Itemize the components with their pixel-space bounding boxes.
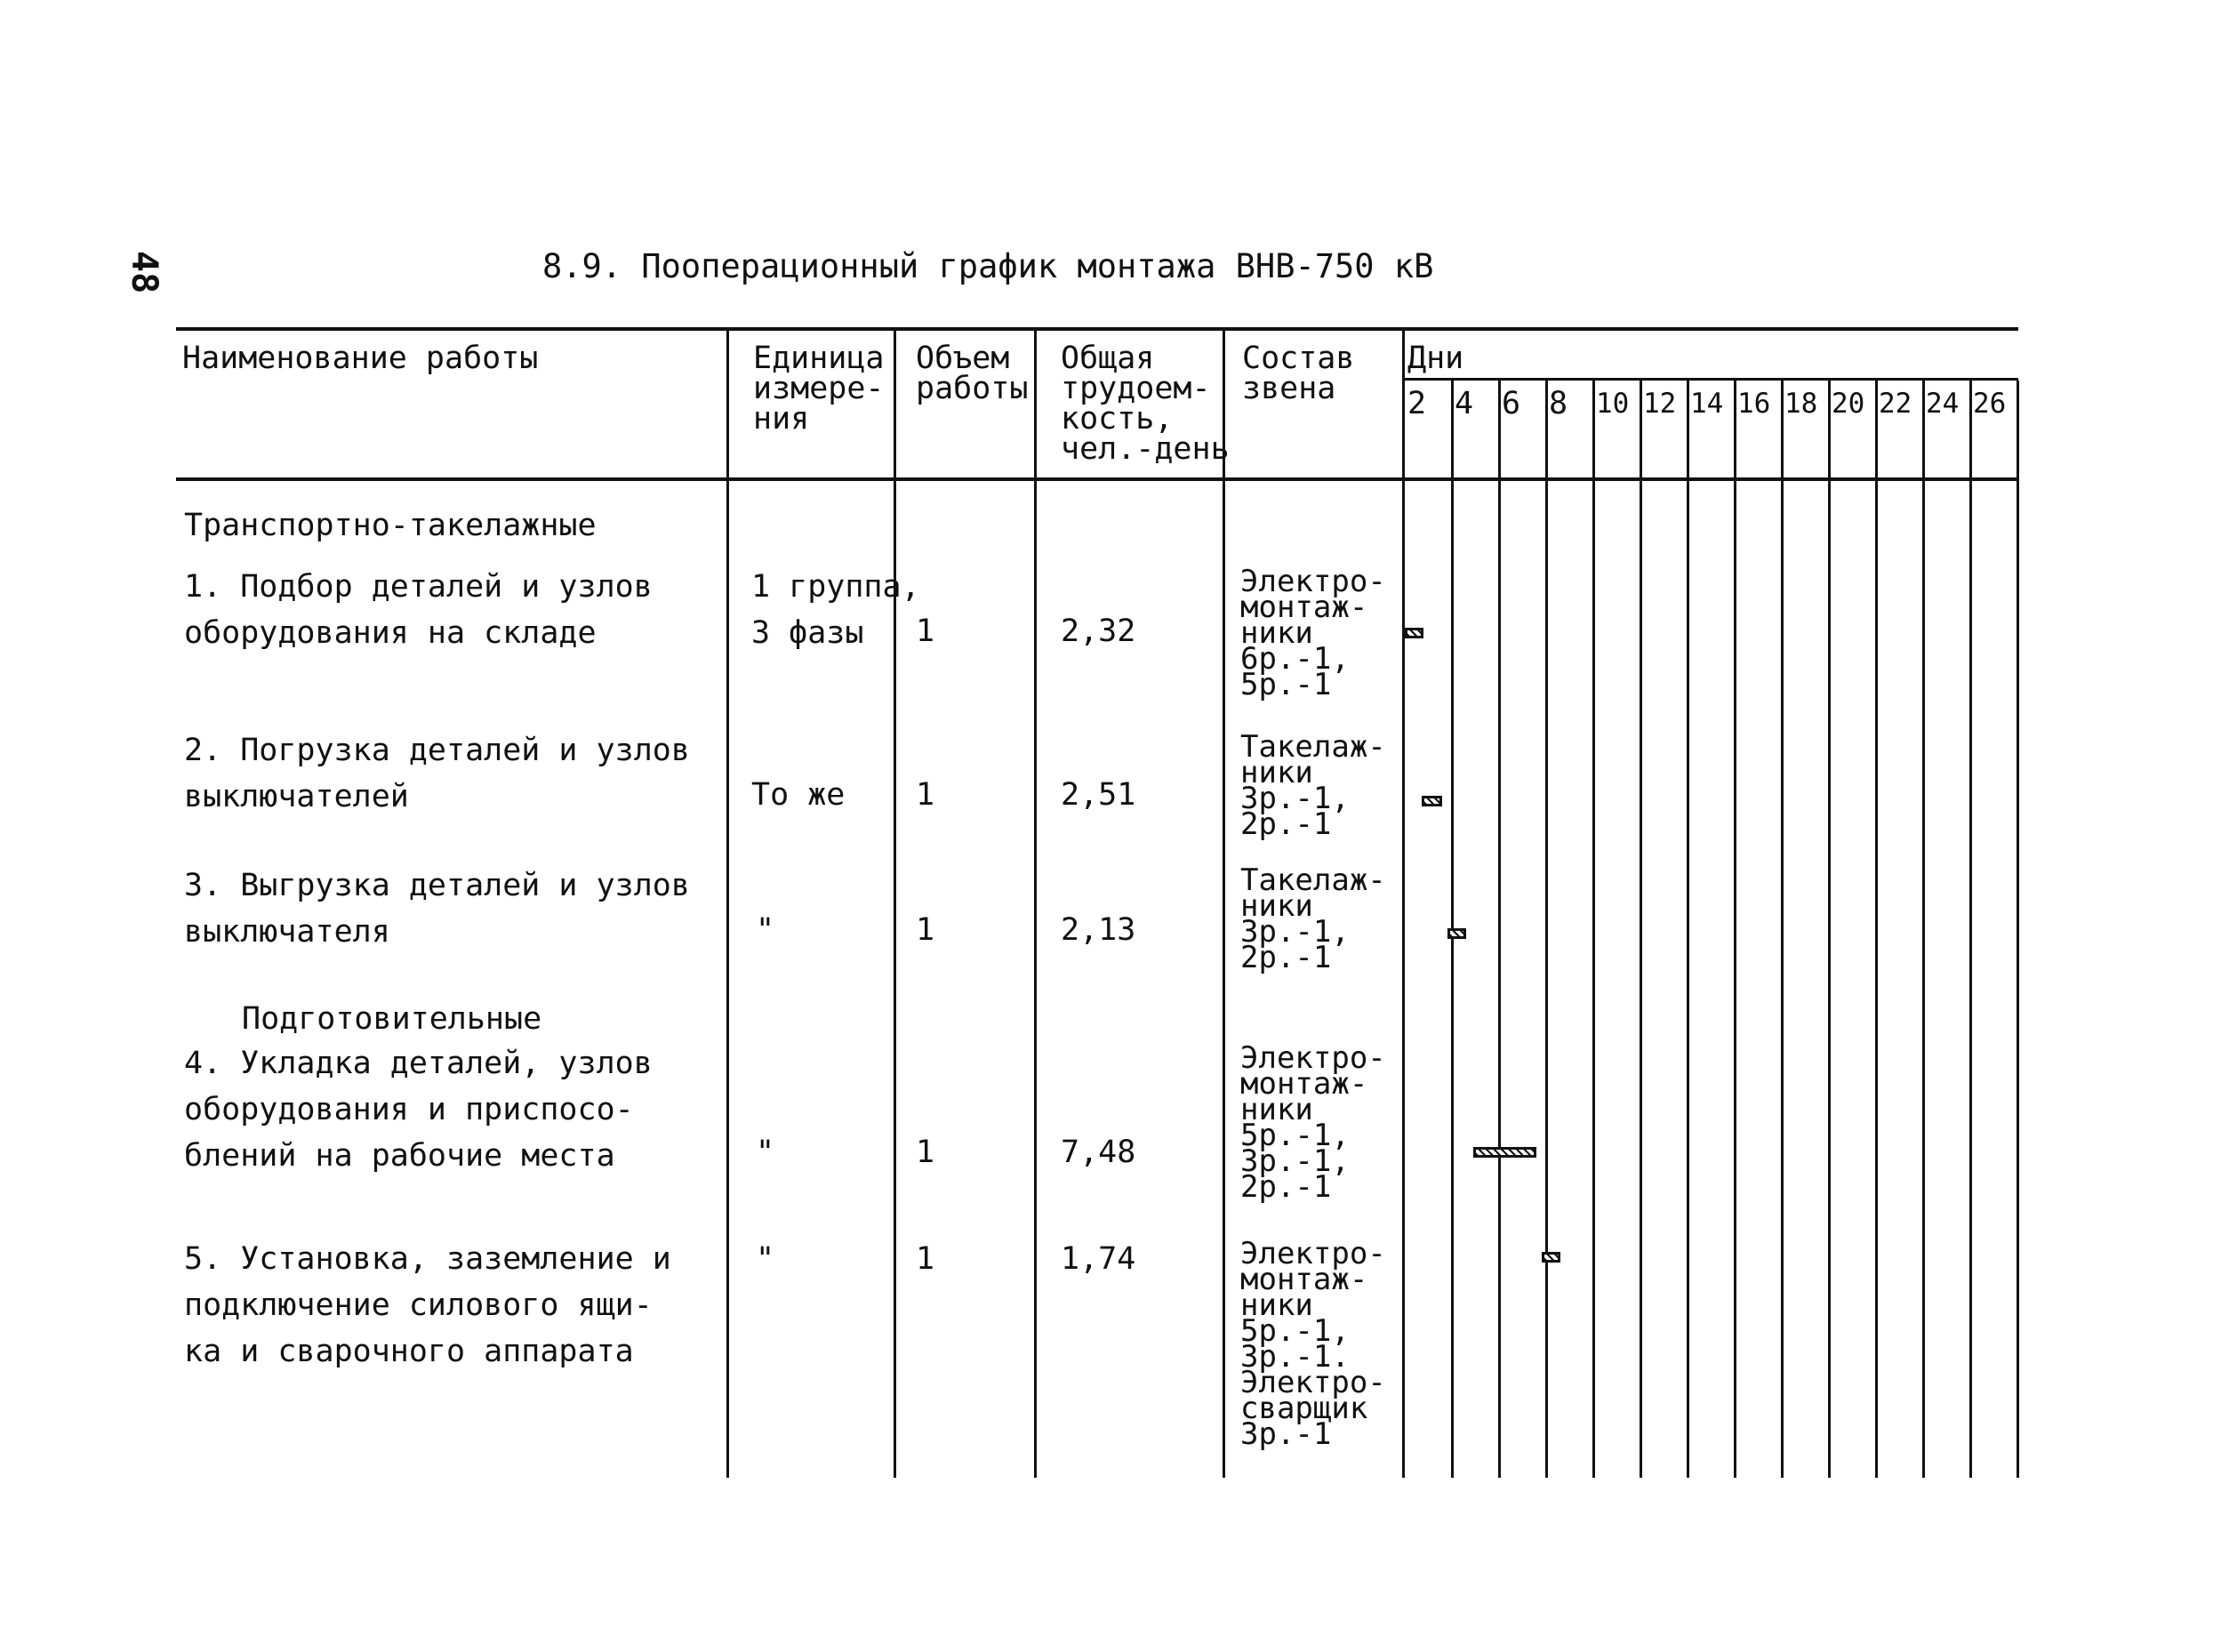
day-grid-line [1687, 381, 1689, 1478]
day-tick-label: 24 [1926, 388, 1960, 420]
day-grid-line [1922, 381, 1925, 1478]
row-5-crew: Электро- монтаж- ники 5р.-1, 3р.-1. Электро- сварщик 3р.-1 [1240, 1236, 1386, 1452]
gantt-bar [1405, 628, 1423, 638]
day-grid-line [2017, 381, 2019, 1478]
header-volume: Объем работы [916, 341, 1029, 406]
day-grid-line [1545, 381, 1548, 1478]
day-grid-line [1734, 381, 1736, 1478]
row-3-name: 3. Выгрузка деталей и узлов выключателя [184, 868, 690, 950]
row-3-labor: 2,13 [1061, 912, 1136, 948]
row-4-volume: 1 [916, 1135, 935, 1170]
day-grid-line [1498, 381, 1501, 1478]
day-grid-line [1781, 381, 1784, 1478]
col-divider-volume [894, 331, 896, 1478]
row-5-volume: 1 [916, 1241, 935, 1277]
row-1-labor: 2,32 [1061, 613, 1136, 649]
day-tick-label: 16 [1737, 388, 1771, 420]
day-tick-label: 26 [1973, 388, 2007, 420]
gantt-bar [1473, 1147, 1537, 1158]
col-divider-crew [1223, 331, 1225, 1478]
row-2-name: 2. Погрузка деталей и узлов выключателей [184, 733, 690, 814]
day-grid-line [1969, 381, 1972, 1478]
gantt-bar [1422, 796, 1443, 806]
day-grid-line [1592, 381, 1595, 1478]
row-1-crew: Электро- монтаж- ники 6р.-1, 5р.-1 [1240, 564, 1386, 702]
row-4-name: 4. Укладка деталей, узлов оборудования и приспосо- блений на рабочие места [184, 1046, 653, 1174]
row-5-labor: 1,74 [1061, 1241, 1136, 1277]
day-tick-label: 22 [1879, 388, 1912, 420]
day-tick-label: 8 [1549, 386, 1568, 421]
section-transport: Транспортно-такелажные [184, 508, 597, 543]
row-5-unit: " [756, 1241, 775, 1277]
gantt-bar [1542, 1252, 1560, 1263]
day-grid-line [1875, 381, 1878, 1478]
header-bottom-rule [176, 477, 2018, 481]
row-5-name: 5. Установка, заземление и подключение силового ящи- ка и сварочного аппарата [184, 1241, 671, 1369]
row-3-unit: " [756, 912, 775, 948]
page-title: 8.9. Пооперационный график монтажа ВНВ-750 кВ [542, 247, 1434, 285]
header-unit: Единица измере- ния [753, 341, 885, 437]
row-3-crew: Такелаж- ники 3р.-1, 2р.-1 [1240, 862, 1386, 975]
row-1-unit: 1 группа, 3 фазы [751, 569, 920, 651]
day-tick-label: 12 [1643, 388, 1677, 420]
table-top-rule [176, 327, 2018, 331]
row-4-labor: 7,48 [1061, 1135, 1136, 1170]
header-crew: Состав звена [1242, 341, 1355, 406]
day-tick-label: 18 [1784, 388, 1818, 420]
row-3-volume: 1 [916, 912, 935, 948]
day-tick-label: 10 [1596, 388, 1630, 420]
col-divider-unit [726, 331, 729, 1478]
row-4-unit: " [756, 1135, 775, 1170]
row-1-name: 1. Подбор деталей и узлов оборудования на складе [184, 569, 653, 651]
section-preparatory: Подготовительные [242, 1001, 542, 1037]
row-2-crew: Такелаж- ники 3р.-1, 2р.-1 [1240, 729, 1386, 842]
row-1-volume: 1 [916, 613, 935, 649]
header-work-name: Наименование работы [182, 341, 539, 376]
day-tick-label: 4 [1455, 386, 1474, 421]
col-divider-days [1402, 331, 1405, 1478]
row-2-labor: 2,51 [1061, 777, 1136, 813]
header-days: Дни [1407, 341, 1464, 376]
col-divider-labor [1034, 331, 1037, 1478]
page-number: 48 [124, 251, 164, 294]
day-tick-label: 6 [1502, 386, 1521, 421]
day-grid-line [1828, 381, 1831, 1478]
day-tick-label: 14 [1690, 388, 1724, 420]
day-tick-label: 2 [1407, 386, 1427, 421]
gantt-bar [1447, 928, 1466, 939]
row-4-crew: Электро- монтаж- ники 5р.-1, 3р.-1, 2р.-1 [1240, 1040, 1386, 1205]
day-tick-label: 20 [1832, 388, 1865, 420]
days-subheader-rule [1405, 378, 2018, 381]
header-labor: Общая трудоем- кость, чел.-день [1061, 341, 1230, 467]
row-2-unit: То же [751, 777, 846, 813]
day-grid-line [1640, 381, 1642, 1478]
row-2-volume: 1 [916, 777, 935, 813]
